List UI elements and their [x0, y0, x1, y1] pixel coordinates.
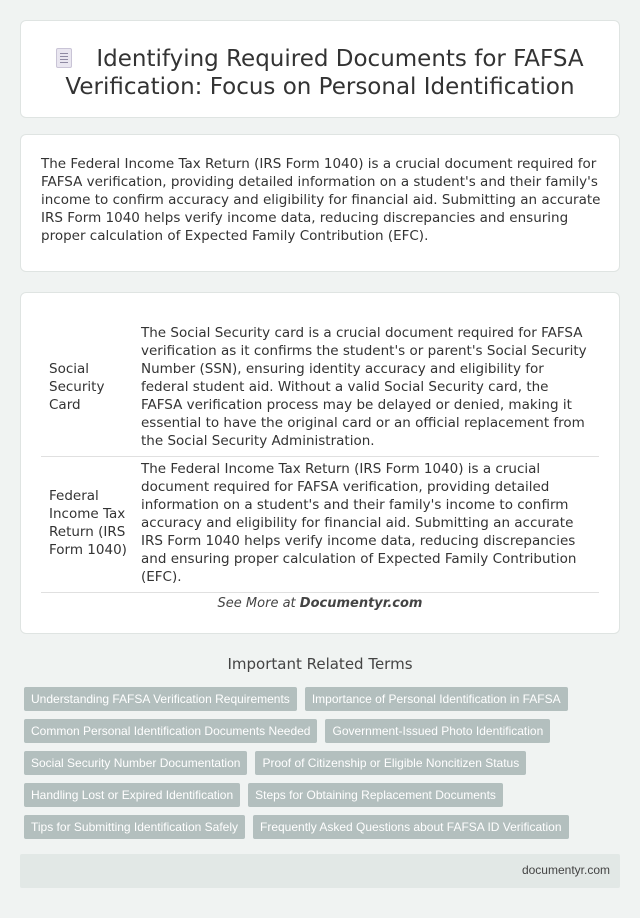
document-label: Federal Income Tax Return (IRS Form 1040): [41, 457, 135, 593]
related-term-tag[interactable]: Common Personal Identification Documents Needed: [24, 719, 317, 743]
related-term-tag[interactable]: Tips for Submitting Identification Safely: [24, 815, 245, 839]
document-description: The Social Security card is a crucial document required for FAFSA verification as it confirms the student's or parent's Social Security Number (SSN), ensuring identity accuracy and eligibility for federal student aid. Without a valid Social Security card, the FAFSA verification process may be delayed or denied, making it essential to have the original card or an official replacement from the Social Security Administration.: [135, 321, 599, 457]
related-terms-tags: [24, 687, 620, 847]
related-terms-heading: Important Related Terms: [227, 655, 413, 673]
intro-card: [20, 134, 620, 272]
related-term-tag[interactable]: Understanding FAFSA Verification Requirements: [24, 687, 297, 711]
related-term-tag[interactable]: Handling Lost or Expired Identification: [24, 783, 240, 807]
page-title: [21, 45, 619, 101]
tag-row: [24, 687, 620, 711]
footer: [20, 854, 620, 888]
tag-row: [24, 751, 620, 775]
document-label: Social Security Card: [41, 321, 135, 457]
related-term-tag[interactable]: Frequently Asked Questions about FAFSA ID Verification: [253, 815, 569, 839]
title-line-2: Verification: Focus on Personal Identification: [65, 74, 575, 100]
title-card: [20, 20, 620, 118]
see-more-site: Documentyr.com: [299, 596, 423, 611]
related-term-tag[interactable]: Steps for Obtaining Replacement Documents: [248, 783, 503, 807]
documents-table: [41, 321, 599, 593]
related-term-tag[interactable]: Importance of Personal Identification in FAFSA: [305, 687, 568, 711]
intro-paragraph: The Federal Income Tax Return (IRS Form 1040) is a crucial document required for FAFSA verification, providing detailed information on a student's and their family's income to confirm accuracy and eligibility for financial aid. Submitting an accurate IRS Form 1040 helps verify income data, reducing discrepancies and ensuring proper calculation of Expected Family Contribution (EFC).: [41, 156, 601, 244]
title-line-1: Identifying Required Documents for FAFSA: [96, 46, 584, 72]
related-term-tag[interactable]: Proof of Citizenship or Eligible Noncitizen Status: [255, 751, 526, 775]
tag-row: [24, 815, 620, 839]
related-term-tag[interactable]: Government-Issued Photo Identification: [325, 719, 550, 743]
documents-card: [20, 292, 620, 634]
footer-site-link[interactable]: documentyr.com: [521, 863, 610, 877]
see-more-link[interactable]: [21, 596, 619, 611]
table-row: [41, 457, 599, 593]
document-description: The Federal Income Tax Return (IRS Form 1040) is a crucial document required for FAFSA verification, providing detailed information on a student's and their family's income to confirm accuracy and eligibility for financial aid. Submitting an accurate IRS Form 1040 helps verify income data, reducing discrepancies and ensuring proper calculation of Expected Family Contribution (EFC).: [135, 457, 599, 593]
tag-row: [24, 719, 620, 743]
related-term-tag[interactable]: Social Security Number Documentation: [24, 751, 247, 775]
document-icon: [56, 48, 72, 68]
table-row: [41, 321, 599, 457]
tag-row: [24, 783, 620, 807]
see-more-prefix: See More at: [217, 596, 300, 611]
